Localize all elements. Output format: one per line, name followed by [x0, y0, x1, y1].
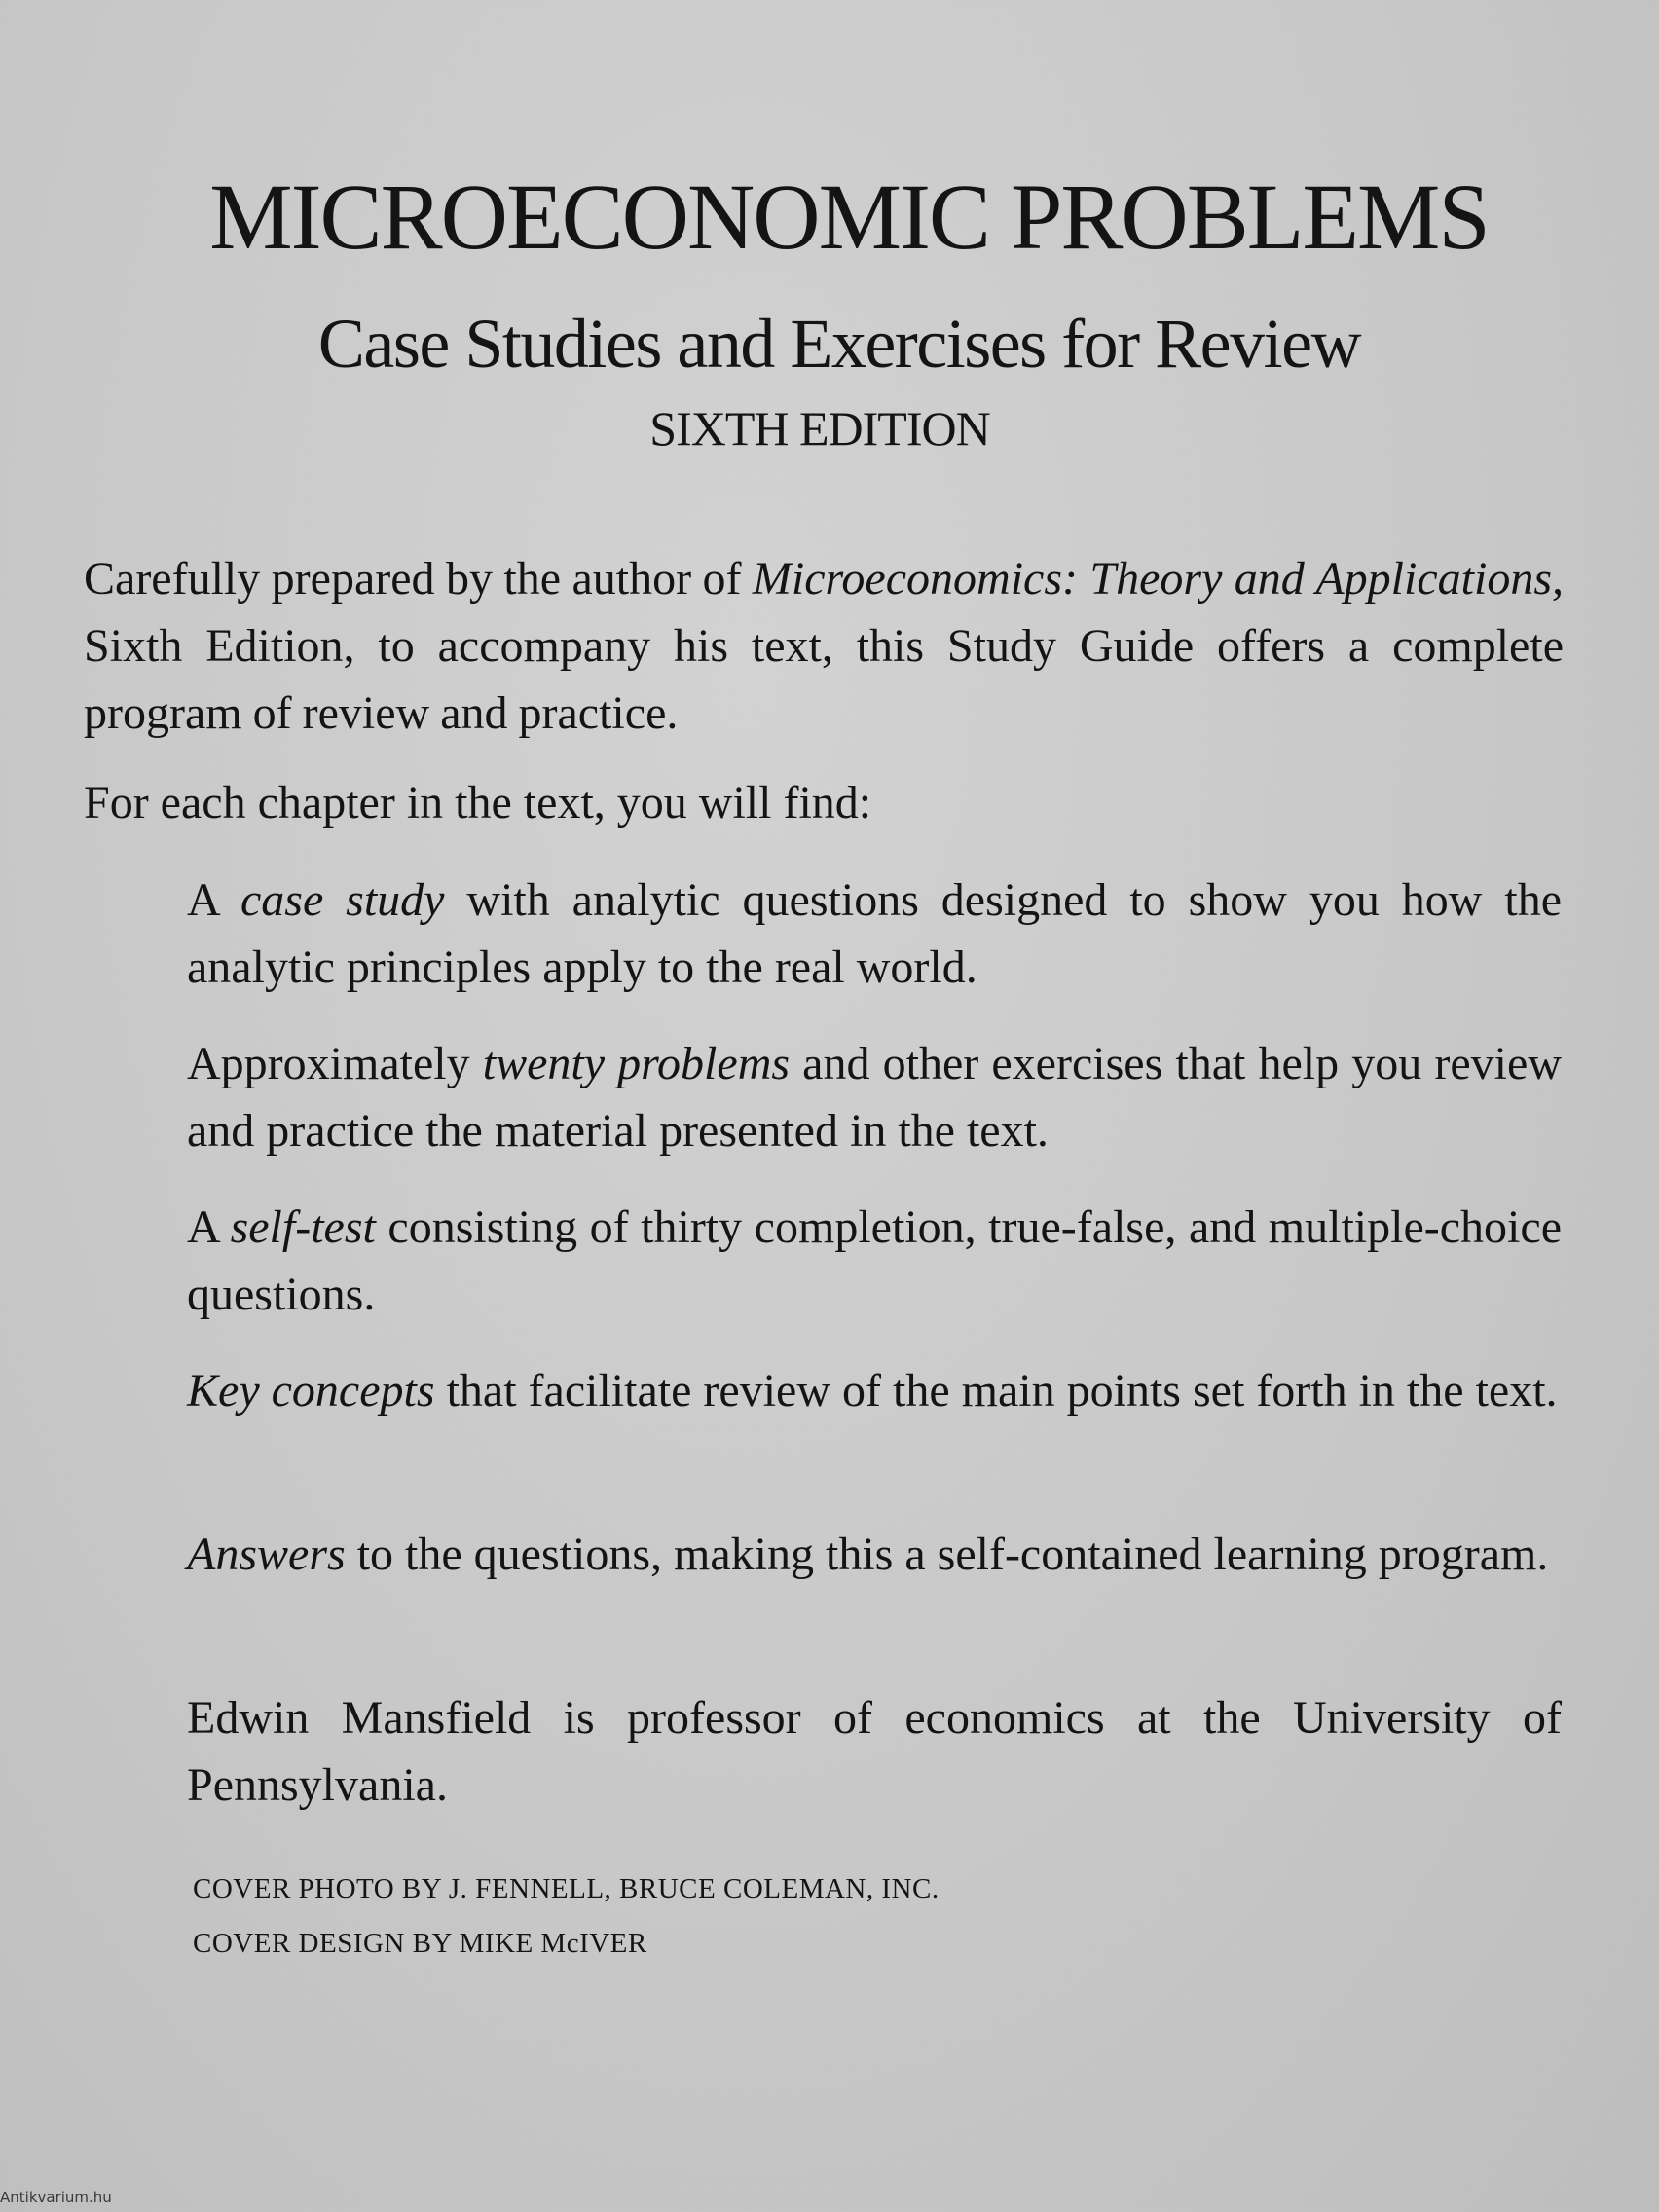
feature-item: [187, 1194, 1562, 1328]
edition-label: SIXTH EDITION: [649, 401, 990, 456]
feature-text: consisting of thirty completion, true-false, and multiple-choice questions.: [187, 1201, 1563, 1320]
feature-keyword: Answers: [187, 1529, 346, 1580]
feature-keyword: case study: [240, 874, 445, 926]
feature-item: [187, 866, 1562, 1001]
feature-lead: A: [187, 874, 240, 926]
feature-item: [187, 1521, 1562, 1588]
feature-lead: A: [187, 1201, 231, 1253]
author-bio: [187, 1684, 1562, 1819]
feature-text: to the questions, making this a self-contained learning program.: [345, 1529, 1549, 1580]
watermark: Antikvarium.hu: [0, 2189, 112, 2206]
cover-design-credit: COVER DESIGN BY MIKE McIVER: [193, 1928, 647, 1959]
feature-text: with analytic questions designed to show you how the analytic principles apply to the real world.: [187, 874, 1563, 993]
intro-paragraph: [84, 545, 1564, 747]
cover-photo-credit: COVER PHOTO BY J. FENNELL, BRUCE COLEMAN, INC.: [193, 1873, 940, 1904]
bio-text: Edwin Mansfield is professor of economics at the University of Pennsylvania.: [187, 1692, 1562, 1811]
list-intro: For each chapter in the text, you will find:: [84, 777, 872, 829]
feature-keyword: twenty problems: [482, 1038, 791, 1089]
cover-title: MICROECONOMIC PROBLEMS: [209, 165, 1489, 269]
intro-text-end: Sixth Edition, to accompany his text, this Study Guide offers a complete program of review and practice.: [84, 620, 1564, 739]
feature-text: that facilitate review of the main points set forth in the text.: [434, 1365, 1558, 1417]
feature-text: and other exercises that help you review and practice the material presented in the text.: [187, 1038, 1562, 1157]
intro-book-title: Microeconomics: Theory and Applications,: [752, 553, 1564, 605]
feature-lead: Approximately: [187, 1038, 483, 1089]
feature-item: [187, 1357, 1562, 1424]
feature-item: [187, 1030, 1562, 1164]
intro-text-start: Carefully prepared by the author of: [84, 553, 753, 605]
feature-keyword: self-test: [230, 1201, 376, 1253]
cover-subtitle: Case Studies and Exercises for Review: [317, 305, 1361, 383]
feature-keyword: Key concepts: [187, 1365, 435, 1417]
